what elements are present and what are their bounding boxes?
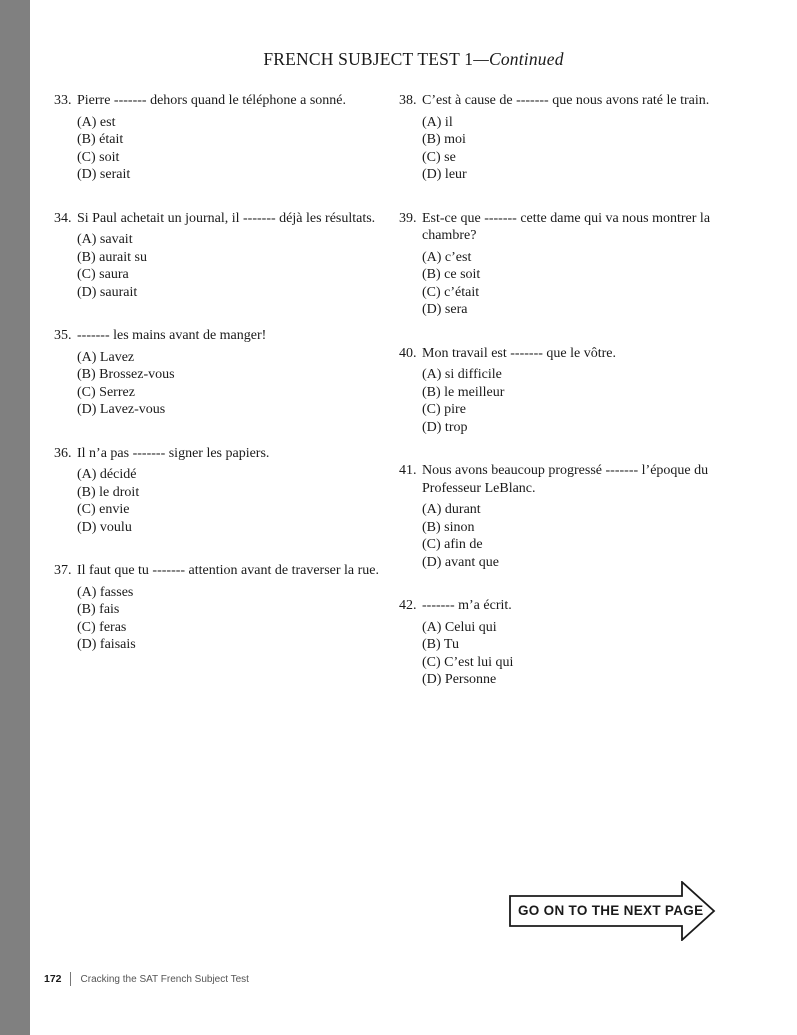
question-text: Mon travail est ------- que le vôtre. bbox=[422, 345, 616, 361]
answer-options bbox=[422, 619, 729, 689]
question-text: Si Paul achetait un journal, il ------- déjà les résultats. bbox=[77, 210, 376, 226]
question-text: Pierre ------- dehors quand le téléphone a sonné. bbox=[77, 93, 347, 108]
answer-option: (D) serait bbox=[77, 167, 131, 182]
answer-option: (A) fasses bbox=[77, 584, 134, 600]
answer-option: (C) envie bbox=[77, 502, 130, 517]
question-34 bbox=[54, 210, 384, 302]
answer-options bbox=[77, 584, 384, 654]
answer-option: (D) voulu bbox=[77, 519, 132, 535]
answer-options bbox=[422, 501, 729, 571]
question-33 bbox=[54, 92, 384, 184]
question-number: 34. bbox=[54, 210, 72, 226]
answer-option: (D) Personne bbox=[422, 672, 497, 687]
answer-option: (D) saurait bbox=[77, 284, 138, 300]
question-stem bbox=[54, 445, 384, 463]
question-38 bbox=[399, 92, 729, 184]
answer-option: (B) Tu bbox=[422, 637, 459, 652]
question-number: 35. bbox=[54, 328, 72, 343]
question-41 bbox=[399, 462, 729, 571]
answer-option: (A) durant bbox=[422, 502, 481, 517]
title-main: FRENCH SUBJECT TEST 1 bbox=[263, 49, 474, 69]
answer-option: (C) feras bbox=[77, 619, 127, 635]
question-text: ------- les mains avant de manger! bbox=[77, 328, 267, 343]
answer-option: (D) sera bbox=[422, 302, 468, 317]
question-text: ------- m’a écrit. bbox=[422, 598, 512, 613]
answer-option: (B) sinon bbox=[422, 519, 475, 535]
question-stem bbox=[399, 345, 729, 363]
side-bar bbox=[0, 0, 30, 1035]
question-stem bbox=[54, 327, 384, 345]
question-stem bbox=[54, 562, 384, 580]
question-number: 38. bbox=[399, 93, 417, 108]
answer-option: (A) Lavez bbox=[77, 349, 135, 365]
answer-option: (D) leur bbox=[422, 167, 467, 182]
question-number: 40. bbox=[399, 345, 417, 361]
answer-option: (C) afin de bbox=[422, 537, 483, 552]
question-36 bbox=[54, 445, 384, 537]
question-stem bbox=[399, 92, 729, 110]
question-number: 42. bbox=[399, 598, 417, 613]
answer-option: (A) il bbox=[422, 114, 453, 130]
answer-option: (D) trop bbox=[422, 419, 468, 435]
answer-options bbox=[77, 231, 384, 301]
answer-option: (B) ce soit bbox=[422, 267, 481, 282]
answer-option: (B) moi bbox=[422, 132, 466, 147]
page-number: 172 bbox=[44, 973, 62, 985]
question-40 bbox=[399, 345, 729, 437]
answer-option: (A) savait bbox=[77, 232, 133, 247]
question-35 bbox=[54, 327, 384, 419]
question-text: C’est à cause de ------- que nous avons raté le train. bbox=[422, 93, 710, 108]
answer-options bbox=[77, 114, 384, 184]
question-text: Est-ce que ------- cette dame qui va nous montrer la chambre? bbox=[422, 210, 711, 243]
answer-option: (D) avant que bbox=[422, 554, 499, 570]
question-37 bbox=[54, 562, 384, 654]
answer-option: (D) faisais bbox=[77, 637, 136, 652]
answer-option: (B) le droit bbox=[77, 484, 140, 500]
answer-options bbox=[77, 349, 384, 419]
question-stem bbox=[54, 92, 384, 110]
answer-option: (B) aurait su bbox=[77, 249, 147, 265]
answer-option: (B) était bbox=[77, 132, 124, 147]
answer-option: (A) est bbox=[77, 114, 116, 130]
answer-option: (C) pire bbox=[422, 402, 466, 417]
next-page-label: GO ON TO THE NEXT PAGE bbox=[518, 903, 704, 918]
question-number: 36. bbox=[54, 445, 72, 461]
page-title bbox=[30, 49, 797, 70]
footer bbox=[44, 972, 249, 986]
question-42 bbox=[399, 597, 729, 689]
answer-options bbox=[422, 366, 729, 436]
question-stem bbox=[399, 210, 729, 245]
answer-option: (B) Brossez-vous bbox=[77, 367, 175, 382]
answer-option: (C) C’est lui qui bbox=[422, 654, 514, 670]
answer-options bbox=[422, 249, 729, 319]
answer-option: (C) soit bbox=[77, 149, 120, 165]
answer-option: (A) décidé bbox=[77, 467, 137, 482]
answer-options bbox=[77, 466, 384, 536]
question-text: Nous avons beaucoup progressé ------- l’époque du Professeur LeBlanc. bbox=[422, 463, 709, 496]
title-suffix: —Continued bbox=[473, 49, 564, 69]
next-page-arrow bbox=[509, 881, 716, 941]
answer-option: (A) c’est bbox=[422, 249, 472, 265]
answer-option: (A) Celui qui bbox=[422, 619, 497, 635]
left-column bbox=[54, 92, 384, 654]
answer-option: (C) se bbox=[422, 149, 456, 165]
question-stem bbox=[54, 210, 384, 228]
answer-option: (C) saura bbox=[77, 267, 129, 282]
question-text: Il faut que tu ------- attention avant de traverser la rue. bbox=[77, 563, 380, 578]
answer-option: (C) Serrez bbox=[77, 384, 135, 400]
question-text: Il n’a pas ------- signer les papiers. bbox=[77, 445, 270, 461]
answer-option: (A) si difficile bbox=[422, 367, 502, 382]
question-39 bbox=[399, 210, 729, 319]
answer-option: (B) fais bbox=[77, 602, 120, 617]
right-column bbox=[399, 92, 729, 689]
question-number: 37. bbox=[54, 563, 72, 578]
question-number: 33. bbox=[54, 93, 72, 108]
answer-options bbox=[422, 114, 729, 184]
answer-option: (D) Lavez-vous bbox=[77, 402, 166, 417]
answer-option: (B) le meilleur bbox=[422, 384, 505, 400]
question-stem bbox=[399, 462, 729, 497]
question-number: 39. bbox=[399, 210, 417, 226]
book-title: Cracking the SAT French Subject Test bbox=[80, 973, 249, 985]
question-stem bbox=[399, 597, 729, 615]
answer-option: (C) c’était bbox=[422, 284, 480, 300]
question-number: 41. bbox=[399, 463, 417, 478]
footer-divider bbox=[70, 972, 71, 986]
